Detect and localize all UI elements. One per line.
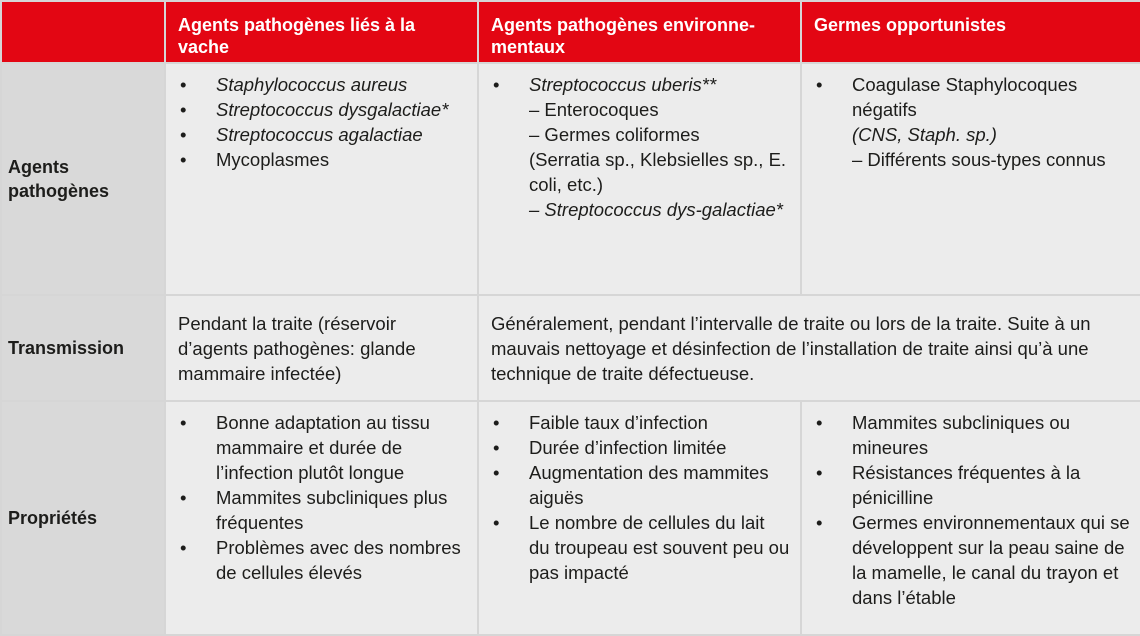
bullet-icon: •	[816, 74, 823, 95]
sub-item-dysgalactiae: – Streptococcus dys-galactiae*	[529, 199, 783, 220]
row-label-properties: Propriétés	[1, 401, 165, 635]
bullet-icon: •	[816, 512, 823, 533]
row-agents	[1, 63, 1140, 295]
list-item: • Bonne adaptation au tissu mammaire et durée de l’infection plutôt longue	[180, 412, 430, 483]
bullet-icon: •	[493, 512, 500, 533]
bullet-icon: •	[493, 462, 500, 483]
list-item: • Streptococcus uberis**	[493, 74, 717, 95]
bullet-icon: •	[180, 99, 187, 120]
sub-item-coliformes-detail: (Serratia sp., Klebsielles sp., E. coli, etc.)	[529, 149, 787, 195]
list-item: • Problèmes avec des nombres de cellules élevés	[180, 537, 461, 583]
bullet-icon: •	[180, 124, 187, 145]
bullet-icon: •	[816, 412, 823, 433]
bullet-icon: •	[180, 412, 187, 433]
row-properties	[1, 401, 1140, 635]
header-corner	[1, 1, 165, 63]
cns-label: (CNS, Staph. sp.)	[852, 124, 997, 145]
cell-transmission-env-opp: Généralement, pendant l’intervalle de traite ou lors de la traite. Suite à un mauvais nettoyage et désinfection de l’installation de traite ainsi qu’à une technique de traite défectueuse.	[478, 295, 1140, 401]
cell-agents-opp	[801, 63, 1140, 295]
row-label-transmission: Transmission	[1, 295, 165, 401]
cell-transmission-cow: Pendant la traite (réservoir d’agents pathogènes: glande mammaire infectée)	[165, 295, 478, 401]
row-label-agents: Agents pathogènes	[1, 63, 165, 295]
list-item: • Coagulase Staphylocoques négatifs	[816, 74, 1078, 120]
sub-item-enterocoques: – Enterocoques	[529, 99, 659, 120]
list-item: • Faible taux d’infection	[493, 412, 708, 433]
cell-properties-env	[478, 401, 801, 635]
row-transmission	[1, 295, 1140, 401]
header-opportunistic: Germes opportunistes	[801, 1, 1140, 63]
header-cow-pathogens: Agents pathogènes liés à la vache	[165, 1, 478, 63]
bullet-icon: •	[180, 74, 187, 95]
list-item: • Germes environnementaux qui se développent sur la peau saine de la mamelle, le canal du trayon et dans l’étable	[816, 512, 1130, 608]
cell-agents-env	[478, 63, 801, 295]
cell-agents-cow	[165, 63, 478, 295]
list-item: • Durée d’infection limitée	[493, 437, 727, 458]
list-item: • Mammites subcliniques ou mineures	[816, 412, 1070, 458]
list-item: • Mammites subcliniques plus fréquentes	[180, 487, 448, 533]
bullet-icon: •	[180, 487, 187, 508]
bullet-icon: •	[816, 462, 823, 483]
header-row	[1, 1, 1140, 63]
bullet-icon: •	[180, 149, 187, 170]
list-item: • Augmentation des mammites aiguës	[493, 462, 769, 508]
list-item: • Le nombre de cellules du lait du troupeau est souvent peu ou pas impacté	[493, 512, 790, 583]
list-item: • Streptococcus dysgalactiae*	[180, 99, 449, 120]
bullet-icon: •	[493, 412, 500, 433]
cell-properties-cow	[165, 401, 478, 635]
cell-properties-opp	[801, 401, 1140, 635]
sub-item-coliformes: – Germes coliformes	[529, 124, 700, 145]
sub-item-subtypes: – Différents sous-types connus	[852, 149, 1106, 170]
list-item: • Staphylococcus aureus	[180, 74, 408, 95]
list-item: • Streptococcus agalactiae	[180, 124, 423, 145]
bullet-icon: •	[493, 74, 500, 95]
header-env-pathogens: Agents pathogènes environne-mentaux	[478, 1, 801, 63]
list-item: • Mycoplasmes	[180, 149, 330, 170]
list-item: • Résistances fréquentes à la pénicilline	[816, 462, 1081, 508]
bullet-icon: •	[180, 537, 187, 558]
bullet-icon: •	[493, 437, 500, 458]
